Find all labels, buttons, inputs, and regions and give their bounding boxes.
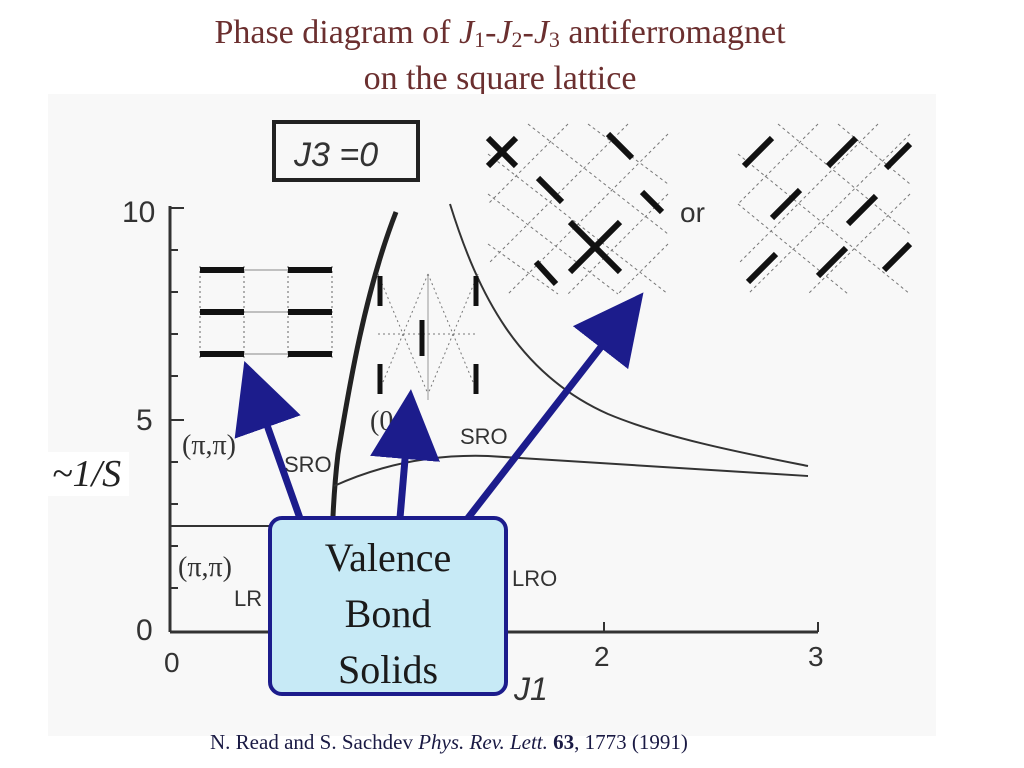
arrows — [256, 320, 622, 524]
inverse-s-label: ~1/S — [48, 452, 129, 496]
y-tick-label-5: 5 — [136, 404, 153, 437]
callout-line-3: Solids — [337, 647, 439, 692]
pipi-sro-label: (π,π) — [182, 430, 236, 461]
x-axis-label: J1 — [514, 671, 548, 707]
x-tick-label-3: 3 — [808, 641, 824, 672]
sro-label-2: SRO — [460, 424, 508, 449]
lro-label-2: LRO — [512, 566, 558, 591]
columnar-dimer-pattern — [200, 266, 332, 358]
j3-zero-label: J3 =0 — [294, 136, 379, 174]
arrow-to-zero-pi — [400, 424, 408, 518]
lro-label-1: LR — [234, 586, 263, 611]
callout-line-2: Bond — [344, 591, 432, 636]
y-tick-label-10: 10 — [122, 196, 156, 229]
x-tick-label-0: 0 — [164, 647, 180, 678]
zero-pi-label: (0,π) — [370, 406, 424, 437]
title-line-2: on the square lattice — [363, 60, 637, 97]
valence-bond-solids-callout — [268, 516, 508, 696]
diagonal-lattice-pattern-2 — [738, 124, 910, 294]
callout-line-1: Valence — [324, 535, 452, 580]
citation: N. Read and S. Sachdev Phys. Rev. Lett. 63, 1773 (1991) — [210, 730, 688, 754]
diagonal-lattice-pattern-1 — [488, 124, 668, 294]
pipi-lro-label: (π,π) — [178, 552, 232, 583]
arrow-to-diagonal — [468, 320, 622, 518]
zero-pi-dimer-pattern — [378, 274, 478, 400]
title-line-1: Phase diagram of $J_1-J_2-J_3$ antiferromagnet — [214, 14, 786, 52]
or-label: or — [680, 197, 705, 228]
sro-label-1: SRO — [284, 452, 332, 477]
y-tick-label-0: 0 — [136, 614, 153, 647]
x-tick-label-2: 2 — [594, 641, 610, 672]
